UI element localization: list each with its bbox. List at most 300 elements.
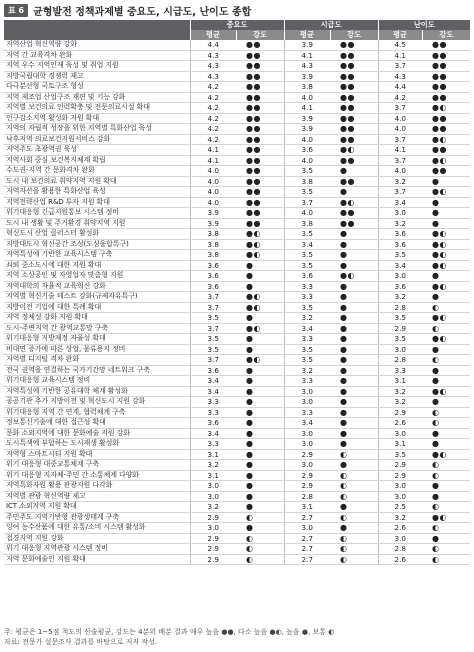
table-body: [4, 40, 470, 565]
difficulty-degree: ◐: [422, 418, 470, 429]
difficulty-degree: ●●: [422, 145, 470, 156]
urgency-degree: ●: [330, 323, 378, 334]
importance-mean: 4.2: [190, 113, 236, 124]
importance-degree: ●●: [236, 155, 284, 166]
table-row: [4, 512, 470, 523]
table-row: [4, 481, 470, 492]
row-item-label: 지역자산을 활용한 특화산업 육성: [4, 187, 190, 198]
urgency-mean: 3.3: [284, 292, 330, 303]
difficulty-degree: ◐: [422, 302, 470, 313]
table-row: [4, 460, 470, 471]
row-item-label: 지역 제조업 산업구조 재편 및 기능 강화: [4, 92, 190, 103]
row-item-label: 비대면 증가에 따른 상업, 물류용지 정비: [4, 344, 190, 355]
table-row: [4, 376, 470, 387]
footnote-note: 주: 평균은 1~5점 척도의 산술평균, 강도는 4분위 배분 결과 매우 높음 ●●, 다소 높음 ●◐, 높음 ●, 보통 ◐: [4, 628, 335, 636]
row-item-label: 위기 대응형 지역관광 시스템 정비: [4, 544, 190, 555]
urgency-degree: ●: [330, 355, 378, 366]
urgency-degree: ●: [330, 229, 378, 240]
table-title: 균형발전 정책과제별 중요도, 시급도, 난이도 종합: [33, 6, 252, 18]
row-item-label: 도시 내 생활 및 주거환경 취약지역 지원: [4, 218, 190, 229]
difficulty-degree: ●●: [422, 71, 470, 82]
importance-degree: ●: [236, 523, 284, 534]
urgency-degree: ●●: [330, 218, 378, 229]
table-row: [4, 386, 470, 397]
importance-degree: ●: [236, 365, 284, 376]
urgency-degree: ●: [330, 334, 378, 345]
importance-mean: 3.5: [190, 313, 236, 324]
header-urgency-mean: 평균: [284, 30, 330, 40]
importance-mean: 3.1: [190, 449, 236, 460]
difficulty-mean: 3.6: [378, 229, 422, 240]
importance-mean: 3.3: [190, 397, 236, 408]
urgency-mean: 3.5: [284, 229, 330, 240]
difficulty-mean: 2.6: [378, 523, 422, 534]
difficulty-degree: ●: [422, 491, 470, 502]
urgency-degree: ●: [330, 439, 378, 450]
urgency-degree: ●: [330, 187, 378, 198]
difficulty-degree: ●: [422, 376, 470, 387]
difficulty-mean: 3.3: [378, 365, 422, 376]
difficulty-mean: 3.2: [378, 386, 422, 397]
table-row: [4, 82, 470, 93]
importance-mean: 3.7: [190, 292, 236, 303]
difficulty-mean: 4.1: [378, 50, 422, 61]
table-row: [4, 187, 470, 198]
importance-degree: ●●: [236, 124, 284, 135]
table-row: [4, 197, 470, 208]
urgency-mean: 2.8: [284, 491, 330, 502]
header-urgency-degree: 강도: [330, 30, 378, 40]
importance-degree: ◐: [236, 544, 284, 555]
table-row: [4, 554, 470, 565]
importance-degree: ●●: [236, 103, 284, 114]
difficulty-mean: 2.9: [378, 460, 422, 471]
difficulty-mean: 3.5: [378, 449, 422, 460]
difficulty-mean: 3.5: [378, 334, 422, 345]
importance-mean: 3.4: [190, 376, 236, 387]
footnote-source: 자료: 전문가 설문조사 결과를 바탕으로 저자 작성.: [4, 638, 158, 646]
urgency-mean: 3.0: [284, 397, 330, 408]
urgency-degree: ●●: [330, 71, 378, 82]
urgency-mean: 3.5: [284, 187, 330, 198]
row-item-label: 인구감소지역 활성화 지원 확대: [4, 113, 190, 124]
urgency-mean: 3.5: [284, 260, 330, 271]
difficulty-mean: 3.7: [378, 61, 422, 72]
urgency-mean: 3.2: [284, 365, 330, 376]
table-row: [4, 313, 470, 324]
difficulty-mean: 3.4: [378, 260, 422, 271]
difficulty-degree: ●◐: [422, 103, 470, 114]
table-row: [4, 292, 470, 303]
urgency-mean: 4.3: [284, 61, 330, 72]
difficulty-degree: ●: [422, 533, 470, 544]
table-row: [4, 355, 470, 366]
importance-mean: 4.3: [190, 50, 236, 61]
difficulty-degree: ●: [422, 197, 470, 208]
urgency-mean: 4.1: [284, 50, 330, 61]
urgency-degree: ●: [330, 502, 378, 513]
importance-degree: ●●: [236, 82, 284, 93]
difficulty-degree: ●◐: [422, 449, 470, 460]
urgency-mean: 3.4: [284, 418, 330, 429]
urgency-degree: ●◐: [330, 271, 378, 282]
urgency-mean: 4.0: [284, 155, 330, 166]
urgency-mean: 3.8: [284, 82, 330, 93]
importance-degree: ●: [236, 281, 284, 292]
urgency-degree: ◐: [330, 512, 378, 523]
table-row: [4, 155, 470, 166]
urgency-degree: ●●: [330, 50, 378, 61]
difficulty-degree: ●●: [422, 124, 470, 135]
difficulty-degree: ◐: [422, 554, 470, 565]
table-row: [4, 418, 470, 429]
importance-degree: ●: [236, 344, 284, 355]
importance-mean: 4.0: [190, 187, 236, 198]
difficulty-mean: 4.1: [378, 145, 422, 156]
urgency-mean: 2.9: [284, 470, 330, 481]
urgency-mean: 3.5: [284, 166, 330, 177]
table-row: [4, 439, 470, 450]
importance-mean: 4.2: [190, 124, 236, 135]
importance-degree: ●: [236, 481, 284, 492]
importance-degree: ●: [236, 449, 284, 460]
table-row: [4, 533, 470, 544]
header-difficulty-mean: 평균: [378, 30, 422, 40]
row-item-label: 전국 권역을 연결하는 국가기간망 네트워크 구축: [4, 365, 190, 376]
table-row: [4, 365, 470, 376]
row-item-label: 지역 우수 지역인재 육성 및 취업 지원: [4, 61, 190, 72]
importance-mean: 4.2: [190, 92, 236, 103]
difficulty-degree: ●●: [422, 82, 470, 93]
importance-degree: ●●: [236, 61, 284, 72]
row-item-label: 지역특성에 기반한 교육시스템 구축: [4, 250, 190, 261]
urgency-degree: ●: [330, 281, 378, 292]
urgency-degree: ●: [330, 376, 378, 387]
difficulty-mean: 4.3: [378, 71, 422, 82]
difficulty-degree: ●: [422, 365, 470, 376]
difficulty-mean: 2.6: [378, 554, 422, 565]
difficulty-degree: ●◐: [422, 334, 470, 345]
importance-degree: ●: [236, 470, 284, 481]
urgency-degree: ◐: [330, 544, 378, 555]
table-row: [4, 428, 470, 439]
difficulty-degree: ●◐: [422, 260, 470, 271]
row-item-label: 쇠퇴 중소도시에 대한 지원 확대: [4, 260, 190, 271]
table-row: [4, 71, 470, 82]
urgency-mean: 3.6: [284, 271, 330, 282]
header-urgency: 시급도: [284, 20, 378, 30]
difficulty-mean: 3.7: [378, 134, 422, 145]
urgency-mean: 3.2: [284, 313, 330, 324]
urgency-mean: 2.7: [284, 554, 330, 565]
urgency-mean: 3.3: [284, 376, 330, 387]
difficulty-degree: ●◐: [422, 512, 470, 523]
table-row: [4, 124, 470, 135]
importance-degree: ●◐: [236, 239, 284, 250]
importance-degree: ●●: [236, 208, 284, 219]
difficulty-mean: 3.7: [378, 187, 422, 198]
importance-degree: ●◐: [236, 323, 284, 334]
difficulty-degree: ●◐: [422, 155, 470, 166]
importance-mean: 3.3: [190, 439, 236, 450]
row-item-label: 지역주도 초광역권 육성: [4, 145, 190, 156]
difficulty-mean: 3.1: [378, 376, 422, 387]
urgency-degree: ●: [330, 523, 378, 534]
importance-degree: ●: [236, 376, 284, 387]
row-item-label: 다극분산형 국토구조 형성: [4, 82, 190, 93]
urgency-mean: 4.0: [284, 134, 330, 145]
importance-mean: 4.2: [190, 134, 236, 145]
urgency-degree: ●: [330, 386, 378, 397]
difficulty-mean: 3.0: [378, 344, 422, 355]
urgency-degree: ●: [330, 460, 378, 471]
row-item-label: 접경지역 지원 강화: [4, 533, 190, 544]
urgency-mean: 3.6: [284, 145, 330, 156]
difficulty-degree: ●●: [422, 166, 470, 177]
urgency-mean: 3.7: [284, 197, 330, 208]
urgency-degree: ●●: [330, 103, 378, 114]
importance-degree: ●: [236, 271, 284, 282]
importance-degree: ●: [236, 313, 284, 324]
table-caption: [4, 3, 251, 17]
importance-mean: 3.0: [190, 481, 236, 492]
difficulty-mean: 4.5: [378, 40, 422, 50]
importance-mean: 3.8: [190, 250, 236, 261]
urgency-degree: ●: [330, 344, 378, 355]
importance-mean: 3.6: [190, 418, 236, 429]
urgency-mean: 3.1: [284, 502, 330, 513]
row-item-label: 지역 정체성 강화 지원 확대: [4, 313, 190, 324]
row-item-label: 지역특성에 기반한 공유대학 체계 활성화: [4, 386, 190, 397]
urgency-degree: ●●: [330, 155, 378, 166]
importance-mean: 3.8: [190, 229, 236, 240]
importance-mean: 4.2: [190, 82, 236, 93]
table-row: [4, 502, 470, 513]
difficulty-mean: 3.6: [378, 281, 422, 292]
importance-mean: 3.9: [190, 208, 236, 219]
row-item-label: 지역전략산업 R&D 투자 지원 확대: [4, 197, 190, 208]
difficulty-mean: 3.2: [378, 292, 422, 303]
urgency-degree: ●●: [330, 176, 378, 187]
footnote: [4, 627, 334, 647]
urgency-degree: ●: [330, 407, 378, 418]
table-row: [4, 323, 470, 334]
difficulty-degree: ●◐: [422, 239, 470, 250]
urgency-mean: 2.7: [284, 512, 330, 523]
difficulty-degree: ●◐: [422, 134, 470, 145]
importance-degree: ●: [236, 260, 284, 271]
urgency-mean: 3.3: [284, 407, 330, 418]
importance-mean: 3.4: [190, 386, 236, 397]
urgency-degree: ●: [330, 302, 378, 313]
urgency-mean: 2.7: [284, 544, 330, 555]
urgency-degree: ◐: [330, 491, 378, 502]
difficulty-degree: ●: [422, 439, 470, 450]
table-row: [4, 166, 470, 177]
header-difficulty-degree: 강도: [422, 30, 470, 40]
importance-mean: 3.6: [190, 271, 236, 282]
row-item-label: 주민주도 지역기반형 관광생태계 구축: [4, 512, 190, 523]
row-item-label: 위기 대응형 지자체-주민 간 소통체계 다양화: [4, 470, 190, 481]
difficulty-mean: 3.2: [378, 176, 422, 187]
row-item-label: 지방대도시 혁신공간 조성(도심융합특구): [4, 239, 190, 250]
difficulty-degree: ●●: [422, 61, 470, 72]
urgency-mean: 3.4: [284, 323, 330, 334]
row-item-label: 위기대응형 지역 간 연계, 협력체계 구축: [4, 407, 190, 418]
importance-degree: ●: [236, 439, 284, 450]
importance-mean: 3.8: [190, 239, 236, 250]
difficulty-mean: 3.0: [378, 428, 422, 439]
table-row: [4, 61, 470, 72]
importance-degree: ●●: [236, 187, 284, 198]
table-row: [4, 523, 470, 534]
importance-degree: ●: [236, 386, 284, 397]
importance-degree: ◐: [236, 512, 284, 523]
difficulty-mean: 4.0: [378, 113, 422, 124]
difficulty-mean: 2.8: [378, 355, 422, 366]
difficulty-mean: 3.0: [378, 481, 422, 492]
row-item-label: 지역산업 혁신역량 강화: [4, 40, 190, 50]
difficulty-mean: 4.0: [378, 166, 422, 177]
importance-mean: 3.0: [190, 491, 236, 502]
importance-mean: 4.2: [190, 103, 236, 114]
row-item-label: 문화 소외지역에 대한 문화예술 지원 강화: [4, 428, 190, 439]
difficulty-mean: 3.5: [378, 313, 422, 324]
importance-degree: ●●: [236, 166, 284, 177]
row-item-label: 공공기관 추가 지방이전 및 혁신도시 지원 강화: [4, 397, 190, 408]
urgency-mean: 3.9: [284, 113, 330, 124]
difficulty-degree: ●: [422, 176, 470, 187]
table-row: [4, 250, 470, 261]
row-item-label: ICT 소외지역 지원 확대: [4, 502, 190, 513]
urgency-degree: ◐: [330, 470, 378, 481]
difficulty-mean: 2.9: [378, 407, 422, 418]
importance-mean: 2.9: [190, 512, 236, 523]
importance-mean: 3.7: [190, 302, 236, 313]
difficulty-degree: ●: [422, 481, 470, 492]
importance-degree: ●●: [236, 113, 284, 124]
urgency-degree: ●●: [330, 40, 378, 50]
urgency-degree: ●: [330, 239, 378, 250]
importance-degree: ●: [236, 334, 284, 345]
difficulty-mean: 3.2: [378, 397, 422, 408]
row-item-label: 지역별 보건의료 인력확충 및 전문의료시설 확대: [4, 103, 190, 114]
importance-degree: ●●: [236, 145, 284, 156]
row-item-label: 위기 대응형 대중교통체계 구축: [4, 460, 190, 471]
importance-mean: 4.0: [190, 197, 236, 208]
urgency-degree: ●●: [330, 82, 378, 93]
importance-mean: 3.4: [190, 428, 236, 439]
header-importance: 중요도: [190, 20, 284, 30]
urgency-degree: ●●: [330, 92, 378, 103]
importance-mean: 4.1: [190, 145, 236, 156]
importance-mean: 3.7: [190, 355, 236, 366]
urgency-mean: 3.8: [284, 218, 330, 229]
table-row: [4, 208, 470, 219]
urgency-mean: 2.7: [284, 533, 330, 544]
urgency-degree: ●: [330, 292, 378, 303]
urgency-mean: 3.5: [284, 302, 330, 313]
row-item-label: 도시특색에 부합하는 도시재생 활성화: [4, 439, 190, 450]
row-item-label: 도시-주변지역 간 광역교통망 구축: [4, 323, 190, 334]
row-item-label: 낙후지역 의료보건지원서비스 강화: [4, 134, 190, 145]
row-item-label: 지역별 디지털 격차 완화: [4, 355, 190, 366]
importance-mean: 3.6: [190, 281, 236, 292]
difficulty-mean: 3.0: [378, 491, 422, 502]
urgency-degree: ●: [330, 260, 378, 271]
table-row: [4, 334, 470, 345]
difficulty-degree: ◐: [422, 460, 470, 471]
urgency-mean: 4.1: [284, 103, 330, 114]
row-item-label: 위기대응형 교육시스템 정비: [4, 376, 190, 387]
importance-mean: 2.9: [190, 533, 236, 544]
table-row: [4, 271, 470, 282]
urgency-degree: ●●: [330, 124, 378, 135]
urgency-degree: ◐: [330, 449, 378, 460]
difficulty-degree: ●●: [422, 92, 470, 103]
importance-mean: 3.5: [190, 334, 236, 345]
importance-mean: 3.5: [190, 344, 236, 355]
importance-degree: ●: [236, 407, 284, 418]
row-item-label: 지역특화자원 활용 관광지원 다각화: [4, 481, 190, 492]
importance-mean: 3.1: [190, 470, 236, 481]
difficulty-degree: ◐: [422, 323, 470, 334]
table-row: [4, 92, 470, 103]
importance-mean: 3.2: [190, 460, 236, 471]
urgency-mean: 3.9: [284, 124, 330, 135]
difficulty-mean: 3.5: [378, 250, 422, 261]
table-row: [4, 491, 470, 502]
table-row: [4, 407, 470, 418]
importance-degree: ●●: [236, 40, 284, 50]
difficulty-degree: ●◐: [422, 250, 470, 261]
importance-mean: 4.4: [190, 40, 236, 50]
importance-mean: 4.0: [190, 166, 236, 177]
importance-degree: ●●: [236, 134, 284, 145]
difficulty-mean: 3.0: [378, 208, 422, 219]
difficulty-degree: ●◐: [422, 229, 470, 240]
table-row: [4, 239, 470, 250]
row-item-label: 정보통신기술에 대한 접근성 확대: [4, 418, 190, 429]
importance-degree: ◐: [236, 554, 284, 565]
importance-mean: 3.3: [190, 407, 236, 418]
difficulty-mean: 3.6: [378, 239, 422, 250]
importance-mean: 4.0: [190, 176, 236, 187]
difficulty-degree: ●: [422, 344, 470, 355]
urgency-mean: 3.5: [284, 344, 330, 355]
importance-degree: ●●: [236, 50, 284, 61]
difficulty-mean: 4.4: [378, 82, 422, 93]
difficulty-mean: 2.8: [378, 302, 422, 313]
difficulty-degree: ●: [422, 271, 470, 282]
urgency-degree: ●: [330, 418, 378, 429]
importance-mean: 2.9: [190, 544, 236, 555]
header-difficulty: 난이도: [378, 20, 470, 30]
row-item-label: 지역별 혁신기술 테스트 강화(규제자유특구): [4, 292, 190, 303]
table-row: [4, 218, 470, 229]
difficulty-degree: ●◐: [422, 187, 470, 198]
urgency-degree: ●●: [330, 208, 378, 219]
difficulty-mean: 4.0: [378, 124, 422, 135]
table-row: [4, 544, 470, 555]
difficulty-mean: 2.6: [378, 418, 422, 429]
importance-degree: ●: [236, 460, 284, 471]
table-row: [4, 103, 470, 114]
difficulty-mean: 2.8: [378, 544, 422, 555]
urgency-degree: ●◐: [330, 197, 378, 208]
table-row: [4, 40, 470, 50]
importance-degree: ●◐: [236, 302, 284, 313]
